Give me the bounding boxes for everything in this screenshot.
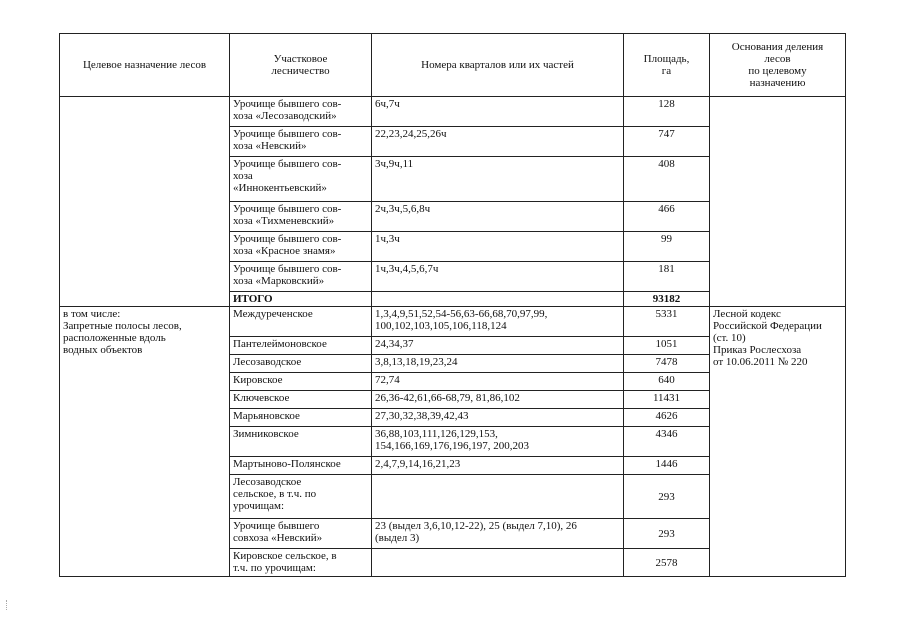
area-cell: 640 <box>624 373 710 391</box>
total-label: ИТОГО <box>230 292 372 307</box>
quarters-cell: 26,36-42,61,66-68,79, 81,86,102 <box>372 391 624 409</box>
total-area: 93182 <box>624 292 710 307</box>
area-cell: 11431 <box>624 391 710 409</box>
forestry-cell: Мартыново-Полянское <box>230 457 372 475</box>
forestry-cell: Пантелеймоновское <box>230 337 372 355</box>
basis-cell-law: Лесной кодекс Российской Федерации (ст. 10) Приказ Рослесхоза от 10.06.2011 № 220 <box>710 307 846 577</box>
quarters-cell <box>372 475 624 519</box>
forestry-cell: Марьяновское <box>230 409 372 427</box>
quarters-cell: 24,34,37 <box>372 337 624 355</box>
forestry-cell: Урочище бывшего сов- хоза «Лесозаводский» <box>230 97 372 127</box>
quarters-cell: 23 (выдел 3,6,10,12-22), 25 (выдел 7,10), 26 (выдел 3) <box>372 519 624 549</box>
area-cell: 1051 <box>624 337 710 355</box>
area-cell: 128 <box>624 97 710 127</box>
quarters-cell: 6ч,7ч <box>372 97 624 127</box>
forestry-cell: Лесозаводское сельское, в т.ч. по урочищам: <box>230 475 372 519</box>
forestry-cell: Кировское сельское, в т.ч. по урочищам: <box>230 549 372 577</box>
area-cell: 4626 <box>624 409 710 427</box>
quarters-cell: 3,8,13,18,19,23,24 <box>372 355 624 373</box>
area-cell: 99 <box>624 232 710 262</box>
forestry-cell: Урочище бывшего сов- хоза «Невский» <box>230 127 372 157</box>
area-cell: 293 <box>624 475 710 519</box>
purpose-cell-water-strips: в том числе: Запретные полосы лесов, расположенные вдоль водных объектов <box>60 307 230 577</box>
quarters-cell <box>372 549 624 577</box>
quarters-cell: 72,74 <box>372 373 624 391</box>
quarters-cell: 1,3,4,9,51,52,54-56,63-66,68,70,97,99, 100,102,103,105,106,118,124 <box>372 307 624 337</box>
forestry-cell: Урочище бывшего совхоза «Невский» <box>230 519 372 549</box>
forestry-cell: Урочище бывшего сов- хоза «Марковский» <box>230 262 372 292</box>
forestry-cell: Ключевское <box>230 391 372 409</box>
quarters-cell: 36,88,103,111,126,129,153, 154,166,169,176,196,197, 200,203 <box>372 427 624 457</box>
quarters-cell: 2,4,7,9,14,16,21,23 <box>372 457 624 475</box>
forestry-cell: Урочище бывшего сов- хоза «Иннокентьевский» <box>230 157 372 202</box>
forestry-cell: Кировское <box>230 373 372 391</box>
table-row <box>60 97 846 127</box>
area-cell: 408 <box>624 157 710 202</box>
header-row <box>60 34 846 97</box>
quarters-cell: 27,30,32,38,39,42,43 <box>372 409 624 427</box>
purpose-cell-empty <box>60 97 230 307</box>
scan-margin-mark <box>6 600 8 610</box>
area-cell: 181 <box>624 262 710 292</box>
forestry-cell: Урочище бывшего сов- хоза «Красное знамя» <box>230 232 372 262</box>
forestry-cell: Междуреченское <box>230 307 372 337</box>
header-forestry: Участковое лесничество <box>230 34 372 97</box>
area-cell: 4346 <box>624 427 710 457</box>
area-cell: 5331 <box>624 307 710 337</box>
table-row <box>60 307 846 337</box>
forest-purpose-table <box>59 33 846 577</box>
quarters-cell: 1ч,3ч <box>372 232 624 262</box>
quarters-cell: 3ч,9ч,11 <box>372 157 624 202</box>
forestry-cell: Зимниковское <box>230 427 372 457</box>
basis-cell-empty <box>710 97 846 307</box>
area-cell: 293 <box>624 519 710 549</box>
quarters-cell: 2ч,3ч,5,6,8ч <box>372 202 624 232</box>
area-cell: 747 <box>624 127 710 157</box>
forestry-cell: Урочище бывшего сов- хоза «Тихменевский» <box>230 202 372 232</box>
area-cell: 7478 <box>624 355 710 373</box>
area-cell: 466 <box>624 202 710 232</box>
header-area: Площадь, га <box>624 34 710 97</box>
total-quarters-empty <box>372 292 624 307</box>
header-purpose: Целевое назначение лесов <box>60 34 230 97</box>
header-quarters: Номера кварталов или их частей <box>372 34 624 97</box>
quarters-cell: 1ч,3ч,4,5,6,7ч <box>372 262 624 292</box>
area-cell: 1446 <box>624 457 710 475</box>
quarters-cell: 22,23,24,25,26ч <box>372 127 624 157</box>
header-basis: Основания деления лесов по целевому назначению <box>710 34 846 97</box>
area-cell: 2578 <box>624 549 710 577</box>
forestry-cell: Лесозаводское <box>230 355 372 373</box>
